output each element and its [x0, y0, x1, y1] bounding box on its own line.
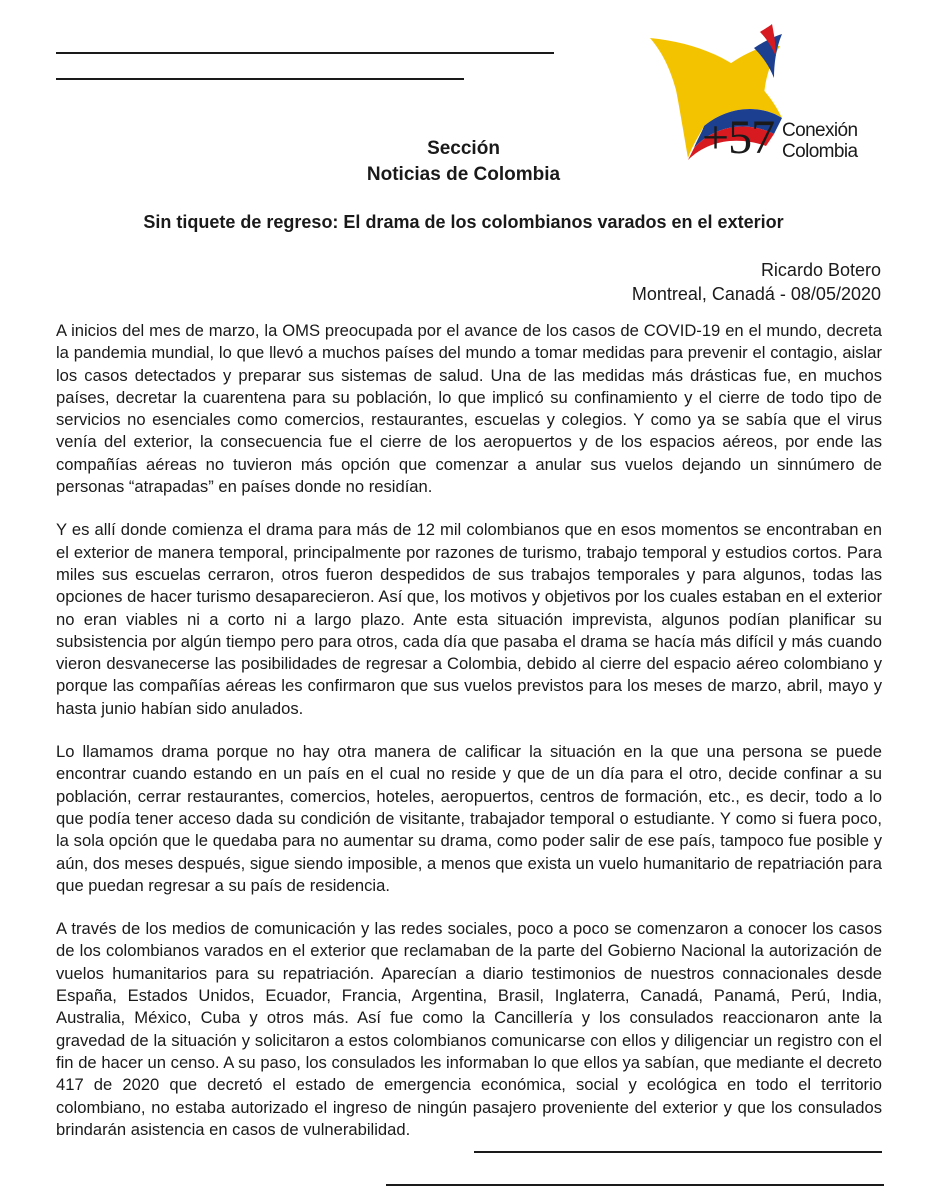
logo-country-code: +57	[702, 111, 775, 164]
section-name: Noticias de Colombia	[366, 164, 561, 185]
paragraph-3: Lo llamamos drama porque no hay otra manera de calificar la situación en la que una persona se puede encontrar cuando estando en un país en el cual no reside y que de un día para el otro, decide confinar a su población, cerrar restaurantes, comercios, hoteles, aeropuertos, centros de formación, etc., es decir, todo a lo que podía tener acceso dada su condición de visitante, trabajador temporal o estudiante. Y como si fuera poco, la sola opción que le quedaba para no aumentar su drama, como poder salir de ese país, tampoco fue posible y aún, dos meses después, sigue siendo imposible, a menos que exista un vuelo humanitario de repatriación para que puedan regresar a su país de residencia.	[56, 742, 882, 895]
bottom-rule-2	[386, 1184, 884, 1186]
logo-brand-line-2: Colombia	[782, 141, 858, 162]
article-body	[56, 320, 882, 1162]
paragraph-4: A través de los medios de comunicación y las redes sociales, poco a poco se comenzaron a conocer los casos de los colombianos varados en el exterior que reclamaban de la parte del Gobierno Nacional la autorización de vuelos humanitarios para su repatriación. Aparecían a diario testimonios de nuestros connacionales desde España, Estados Unidos, Ecuador, Francia, Argentina, Brasil, Inglaterra, Canadá, Panamá, Perú, India, Australia, México, Cuba y otros más. Así fue como la Cancillería y los consulados reaccionaron ante la gravedad de la situación y solicitaron a estos colombianos comunicarse con ellos y diligenciar un registro con el fin de hacer un censo. A su paso, los consulados les informaban lo que ellos ya sabían, que mediante el decreto 417 de 2020 que decretó el estado de emergencia económica, social y ecológica en todo el territorio colombiano, no estaba autorizado el ingreso de ningún pasajero proveniente del exterior y que los consulados brindarán asistencia en casos de vulnerabilidad.	[56, 919, 882, 1139]
top-rule-2	[56, 78, 464, 80]
section-label: Sección	[427, 138, 500, 159]
paragraph-2: Y es allí donde comienza el drama para más de 12 mil colombianos que en esos momentos se encontraban en el exterior de manera temporal, principalmente por razones de turismo, trabajo temporal y estudios cortos. Para miles sus escuelas cerraron, otros fueron despedidos de sus trabajos temporales y para algunos, todas las opciones de hacer turismo desaparecieron. Así que, los motivos y objetivos por los cuales estaban en el exterior no eran viables ni a corto ni a largo plazo. Ante esta situación imprevista, algunos podían planificar su subsistencia por algún tiempo pero para otros, cada día que pasaba el drama se hacía más difícil y más cuando vieron desvanecerse las posibilidades de regresar a Colombia, debido al cierre del espacio aéreo colombiano y porque las compañías aéreas les confirmaron que sus vuelos previstos para los meses de marzo, abril, mayo y hasta junio habían sido anulados.	[56, 520, 882, 718]
bottom-rule-1	[474, 1151, 882, 1153]
place-date: Montreal, Canadá - 08/05/2020	[631, 284, 881, 304]
paragraph-1: A inicios del mes de marzo, la OMS preocupada por el avance de los casos de COVID-19 en el mundo, decreta la pandemia mundial, lo que llevó a muchos países del mundo a tomar medidas para prevenir el contagio, aislar los casos detectados y preparar sus sistemas de salud. Una de las medidas más drásticas fue, en muchos países, decretar la cuarentena para su población, lo que implicó su confinamiento y el cierre de todo tipo de servicios no esenciales como comercios, restaurantes, escuelas y colegios. Y como ya se sabía que el virus venía del exterior, la consecuencia fue el cierre de los aeropuertos y de los espacios aéreos, por ende las compañías aéreas no tuvieron más opción que comenzar a anular sus vuelos dejando un sinnúmero de personas “atrapadas” en países donde no residían.	[56, 321, 882, 497]
section-heading	[0, 136, 927, 188]
article-headline: Sin tiquete de regreso: El drama de los colombianos varados en el exterior	[143, 212, 784, 232]
logo-brand-line-1: Conexión	[782, 120, 858, 141]
byline	[481, 258, 881, 306]
top-rule-1	[56, 52, 554, 54]
author-name: Ricardo Botero	[760, 260, 881, 280]
